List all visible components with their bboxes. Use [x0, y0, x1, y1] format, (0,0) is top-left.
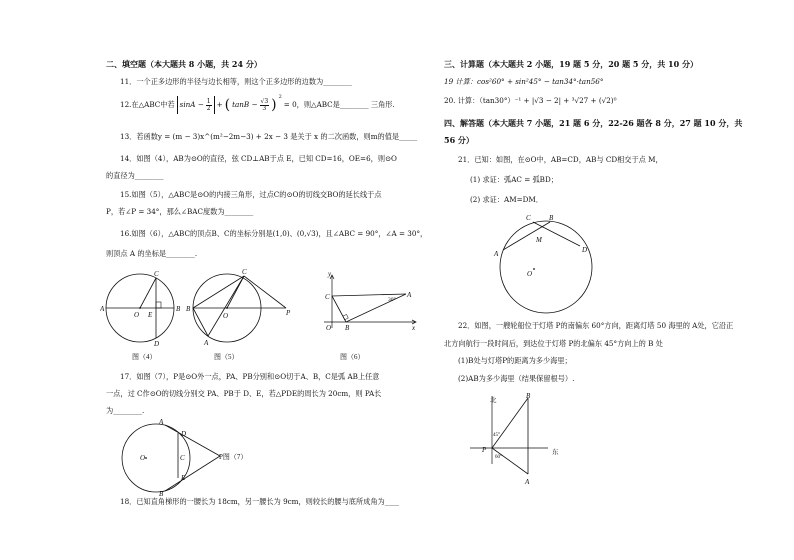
fig7-label-O: O: [140, 454, 146, 462]
question-22-part-1: (1)B处与灯塔P的距离为多少海里；: [458, 356, 572, 365]
section-2-title: 二、填空题（本大题共 8 小题，共 24 分）: [106, 59, 262, 69]
figure-4: [100, 270, 181, 348]
fig7-label-E: E: [181, 474, 186, 482]
question-20: 20. 计算：（tan30°）⁻¹ + |√3 − 2| + ³√27 + (√2)⁰: [444, 96, 617, 105]
fig4-label-O: O: [134, 311, 140, 319]
fig22-angle-60: 60°: [495, 455, 502, 460]
figure-7: [112, 418, 282, 496]
fig4-label-D: D: [154, 340, 160, 348]
fraction-numerator: 1: [206, 97, 211, 105]
fig4-label-C: C: [154, 270, 159, 278]
q12-fraction-half: [206, 99, 212, 112]
fig5-label-B: B: [186, 305, 191, 313]
figure-7-caption: P图（7）: [219, 453, 248, 461]
fig6-label-x: x: [412, 324, 416, 332]
fig6-angle-label: 30°: [388, 297, 396, 303]
figure-6-caption: 图（6）: [340, 353, 365, 361]
fig22-label-B: B: [526, 392, 531, 400]
question-14-line-1: 14．如图（4），AB为⊙O的直径，弦 CD⊥AB于点 E，已知 CD=16，OE=6，则⊙O: [120, 154, 397, 163]
question-16-line-1: 16.如图（6），△ABC的顶点B、C的坐标分别是(1,0)、(0,√3)，且∠ABC = 90°，∠A = 30°，: [120, 229, 428, 238]
question-22-line-2: 北方向航行一段时间后，到达位于灯塔 P的北偏东 45°方向上的 B 处: [444, 339, 663, 348]
q12-tan: tanB −: [232, 100, 258, 110]
fig6-label-y: y: [328, 270, 332, 278]
q12-exponent: 2: [278, 94, 282, 100]
section-3-title: 三、计算题（本大题共 2 小题，19 题 5 分，20 题 5 分，共 10 分）: [444, 59, 698, 69]
question-11: 11．一个正多边形的半径与边长相等，则这个正多边形的边数为________: [120, 77, 352, 86]
q12-sin: sinA −: [179, 100, 204, 110]
fig4-label-E: E: [148, 311, 153, 319]
question-17-line-1: 17．如图（7），P是⊙O外一点，PA、PB分别和⊙O切于A、B，C是弧 AB上任意: [120, 372, 380, 381]
fig21-label-C: C: [526, 214, 531, 222]
figures-4-5-6: [100, 268, 430, 364]
fig5-label-O: O: [223, 312, 229, 320]
q12-abs-value: [177, 96, 215, 114]
q12-fraction-root: [260, 99, 270, 112]
fig22-label-P: P: [482, 446, 487, 454]
figure-q21: [486, 212, 616, 316]
q12-plus: +: [216, 100, 223, 110]
fig7-label-B: B: [159, 490, 164, 496]
fig7-label-C: C: [180, 454, 185, 462]
fig6-label-O: O: [326, 324, 332, 332]
figure-q22: [470, 392, 580, 488]
fig7-label-D: D: [181, 430, 187, 438]
q12-suffix: = 0，则△ABC是________ 三角形.: [283, 100, 395, 110]
question-12: 12.在△ABC中若 sinA − $\frac{1}{2}$ + ( tanB − $\frac{√3}{3}$ ) $^2$ = 0，则△ABC是________ 三角形.: [120, 94, 395, 113]
fraction-numerator: √3: [260, 97, 269, 105]
question-18: 18．已知直角梯形的一腰长为 18cm，另一腰长为 9cm，则较长的腰与底所成角为____: [120, 497, 400, 506]
figure-5: [186, 268, 291, 347]
fig6-label-A: A: [407, 291, 412, 299]
fraction-denominator: 2: [206, 104, 211, 112]
fig7-label-A: A: [159, 418, 164, 426]
question-15-line-1: 15.如图（5），△ABC是⊙O的内接三角形，过点C的⊙O的切线交BO的延长线于点: [120, 190, 382, 199]
fig5-label-P: P: [286, 309, 291, 317]
question-16-line-2: 则顶点 A 的坐标是________.: [106, 249, 198, 258]
figure-4-caption: 图（4）: [132, 353, 157, 361]
fig21-label-D: D: [582, 246, 588, 254]
question-13: 13．若函数y = (m − 3)x^(m²−2m−3) + 2x − 3 是关于 x 的二次函数，则m的值是_____: [120, 132, 418, 141]
section-4-title-line-2: 56 分）: [444, 135, 474, 145]
fig21-label-B: B: [549, 214, 554, 222]
fraction-denominator: 3: [262, 104, 267, 112]
question-21-part-2: (2) 求证：AM=DM．: [470, 195, 543, 204]
fig22-angle-45: 45°: [493, 433, 500, 438]
fig6-label-C: C: [325, 293, 330, 301]
fig21-label-O: O: [527, 270, 533, 278]
fig22-east-label: 东: [552, 449, 559, 456]
question-17-line-3: 为________.: [106, 406, 145, 415]
fig22-label-A: A: [525, 478, 530, 486]
question-22-part-2: (2)AB为多少海里（结果保留根号）.: [458, 374, 575, 383]
fig22-north-label: 北: [490, 397, 497, 404]
question-21-line-1: 21．已知：如图，在⊙O中，AB=CD，AB与 CD相交于点 M，: [458, 155, 663, 164]
question-22-line-1: 22．如图，一艘轮船位于灯塔 P的南偏东 60°方向，距离灯塔 50 海里的 A处，它沿正: [458, 321, 734, 330]
question-17-line-2: 一点，过 C作⊙O的切线分别交 PA、PB于 D、E，若△PDE的周长为 20cm，则 PA长: [106, 389, 382, 398]
fig5-label-A: A: [204, 339, 209, 347]
fig4-label-B: B: [176, 305, 181, 313]
fig4-label-A: A: [100, 305, 105, 313]
figure-6: [324, 270, 416, 332]
section-4-title-line-1: 四、解答题（本大题共 7 小题，21 题 6 分，22-26 题各 8 分，27 题 10 分，共: [444, 118, 743, 128]
question-15-line-2: P，若∠P = 34°，那么∠BAC度数为________: [106, 207, 254, 216]
question-21-part-1: (1) 求证：弧AC = 弧BD；: [470, 175, 558, 184]
question-14-line-2: 的直径为________: [106, 171, 164, 180]
fig6-label-B: B: [345, 324, 350, 332]
figure-5-caption: 图（5）: [214, 353, 239, 361]
fig21-label-M: M: [536, 236, 542, 244]
question-19: 19 计算：cos²60° + sin²45° − tan34°·tan56°: [444, 77, 604, 86]
fig21-label-A: A: [494, 250, 499, 258]
q12-prefix: 12.在△ABC中若: [120, 100, 175, 110]
fig5-label-C: C: [242, 268, 247, 276]
